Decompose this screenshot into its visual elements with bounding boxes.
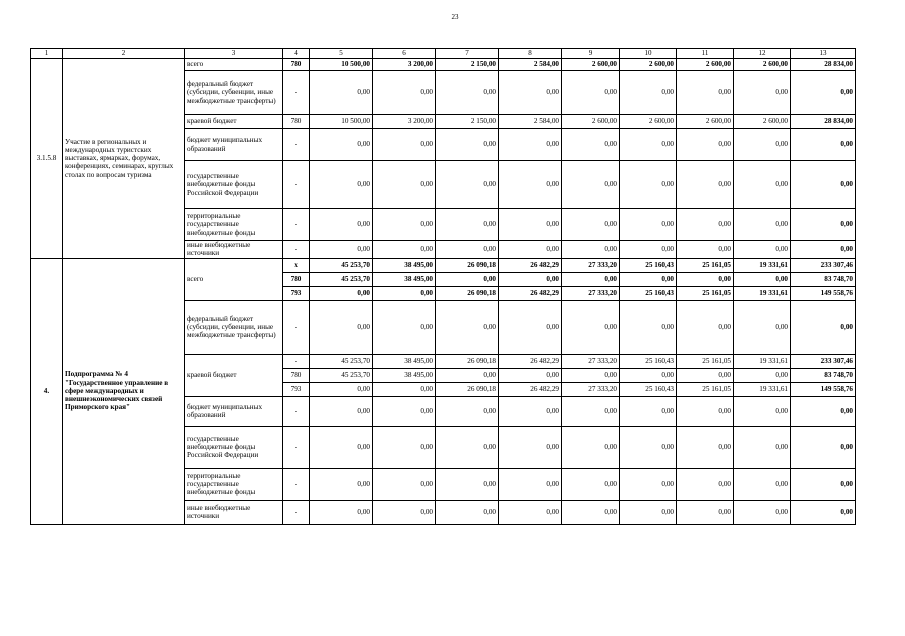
value-cell: 26 482,29 xyxy=(499,382,562,396)
value-cell: 0,00 xyxy=(562,468,620,500)
table-body xyxy=(31,59,856,525)
value-cell: 0,00 xyxy=(436,426,499,468)
value-cell: 0,00 xyxy=(436,468,499,500)
total-cell: 0,00 xyxy=(791,468,856,500)
value-cell: 25 161,05 xyxy=(677,382,734,396)
funding-source: территориальные государственные внебюджетные фонды xyxy=(185,468,283,500)
value-cell: 27 333,20 xyxy=(562,382,620,396)
funding-source: территориальные государственные внебюджетные фонды xyxy=(185,209,283,241)
value-cell: 3 200,00 xyxy=(373,115,436,129)
total-cell: 0,00 xyxy=(791,241,856,259)
value-cell: 0,00 xyxy=(734,241,791,259)
value-cell: 0,00 xyxy=(620,161,677,209)
value-cell: 3 200,00 xyxy=(373,59,436,71)
value-cell: 0,00 xyxy=(734,396,791,426)
funding-source: бюджет муниципальных образований xyxy=(185,129,283,161)
value-cell: 10 500,00 xyxy=(310,115,373,129)
value-cell: 26 482,29 xyxy=(499,354,562,368)
grbs-code: 780 xyxy=(283,59,310,71)
funding-source: иные внебюджетные источники xyxy=(185,241,283,259)
value-cell: 25 160,43 xyxy=(620,382,677,396)
grbs-code: х xyxy=(283,258,310,272)
total-cell: 0,00 xyxy=(791,426,856,468)
value-cell: 0,00 xyxy=(310,241,373,259)
value-cell: 2 600,00 xyxy=(677,115,734,129)
value-cell: 0,00 xyxy=(620,209,677,241)
value-cell: 0,00 xyxy=(499,272,562,286)
header-cell: 6 xyxy=(373,49,436,59)
value-cell: 0,00 xyxy=(373,129,436,161)
grbs-code: 780 xyxy=(283,368,310,382)
value-cell: 0,00 xyxy=(436,500,499,524)
value-cell: 0,00 xyxy=(310,161,373,209)
value-cell: 0,00 xyxy=(373,209,436,241)
grbs-code: 780 xyxy=(283,115,310,129)
header-cell: 3 xyxy=(185,49,283,59)
header-cell: 1 xyxy=(31,49,63,59)
value-cell: 0,00 xyxy=(373,468,436,500)
value-cell: 0,00 xyxy=(436,71,499,115)
value-cell: 0,00 xyxy=(677,300,734,354)
grbs-code: - xyxy=(283,129,310,161)
value-cell: 0,00 xyxy=(562,396,620,426)
value-cell: 0,00 xyxy=(562,272,620,286)
value-cell: 10 500,00 xyxy=(310,59,373,71)
value-cell: 26 482,29 xyxy=(499,286,562,300)
value-cell: 0,00 xyxy=(734,500,791,524)
funding-source: федеральный бюджет (субсидии, субвенции, иные межбюджетные трансферты) xyxy=(185,300,283,354)
value-cell: 0,00 xyxy=(620,500,677,524)
value-cell: 0,00 xyxy=(373,500,436,524)
value-cell: 0,00 xyxy=(436,161,499,209)
value-cell: 2 600,00 xyxy=(734,115,791,129)
value-cell: 38 495,00 xyxy=(373,258,436,272)
value-cell: 26 482,29 xyxy=(499,258,562,272)
value-cell: 0,00 xyxy=(373,300,436,354)
funding-source: государственные внебюджетные фонды Российской Федерации xyxy=(185,426,283,468)
value-cell: 2 584,00 xyxy=(499,59,562,71)
total-cell: 83 748,70 xyxy=(791,272,856,286)
value-cell: 27 333,20 xyxy=(562,286,620,300)
value-cell: 0,00 xyxy=(677,241,734,259)
value-cell: 26 090,18 xyxy=(436,286,499,300)
value-cell: 0,00 xyxy=(373,382,436,396)
grbs-code: - xyxy=(283,241,310,259)
value-cell: 0,00 xyxy=(499,209,562,241)
value-cell: 0,00 xyxy=(734,426,791,468)
value-cell: 0,00 xyxy=(310,300,373,354)
value-cell: 0,00 xyxy=(677,500,734,524)
value-cell: 45 253,70 xyxy=(310,368,373,382)
value-cell: 0,00 xyxy=(562,500,620,524)
value-cell: 0,00 xyxy=(677,396,734,426)
section-code: 3.1.5.8 xyxy=(31,59,63,259)
total-cell: 0,00 xyxy=(791,396,856,426)
value-cell: 0,00 xyxy=(562,368,620,382)
value-cell: 0,00 xyxy=(436,272,499,286)
value-cell: 2 584,00 xyxy=(499,115,562,129)
section-code: 4. xyxy=(31,258,63,524)
value-cell: 0,00 xyxy=(499,426,562,468)
total-cell: 0,00 xyxy=(791,300,856,354)
value-cell: 0,00 xyxy=(310,71,373,115)
value-cell: 2 600,00 xyxy=(677,59,734,71)
value-cell: 2 600,00 xyxy=(562,59,620,71)
value-cell: 0,00 xyxy=(499,129,562,161)
value-cell: 19 331,61 xyxy=(734,382,791,396)
value-cell: 26 090,18 xyxy=(436,382,499,396)
total-cell: 0,00 xyxy=(791,161,856,209)
value-cell: 0,00 xyxy=(620,368,677,382)
value-cell: 25 161,05 xyxy=(677,286,734,300)
value-cell: 0,00 xyxy=(562,426,620,468)
value-cell: 2 600,00 xyxy=(620,59,677,71)
value-cell: 38 495,00 xyxy=(373,368,436,382)
value-cell: 0,00 xyxy=(373,71,436,115)
funding-source: всего xyxy=(185,258,283,300)
value-cell: 27 333,20 xyxy=(562,258,620,272)
value-cell: 0,00 xyxy=(562,161,620,209)
value-cell: 19 331,61 xyxy=(734,258,791,272)
total-cell: 28 834,00 xyxy=(791,59,856,71)
value-cell: 2 600,00 xyxy=(734,59,791,71)
total-cell: 0,00 xyxy=(791,71,856,115)
value-cell: 0,00 xyxy=(677,129,734,161)
value-cell: 2 600,00 xyxy=(562,115,620,129)
funding-source: государственные внебюджетные фонды Российской Федерации xyxy=(185,161,283,209)
value-cell: 0,00 xyxy=(734,209,791,241)
value-cell: 0,00 xyxy=(734,468,791,500)
value-cell: 0,00 xyxy=(310,209,373,241)
header-cell: 9 xyxy=(562,49,620,59)
value-cell: 2 150,00 xyxy=(436,115,499,129)
value-cell: 0,00 xyxy=(562,209,620,241)
section-name: Участие в региональных и международных туристских выставках, ярмарках, форумах, конференциях, семинарах, круглых столах по вопросам туризма xyxy=(63,59,185,259)
value-cell: 25 161,05 xyxy=(677,258,734,272)
page-number: 23 xyxy=(451,13,459,21)
value-cell: 0,00 xyxy=(620,300,677,354)
value-cell: 0,00 xyxy=(562,300,620,354)
value-cell: 0,00 xyxy=(734,129,791,161)
grbs-code: 793 xyxy=(283,286,310,300)
header-cell: 8 xyxy=(499,49,562,59)
value-cell: 19 331,61 xyxy=(734,354,791,368)
value-cell: 0,00 xyxy=(436,129,499,161)
value-cell: 0,00 xyxy=(562,71,620,115)
grbs-code: - xyxy=(283,71,310,115)
header-cell: 13 xyxy=(791,49,856,59)
total-cell: 233 307,46 xyxy=(791,258,856,272)
value-cell: 0,00 xyxy=(620,272,677,286)
table-row xyxy=(31,258,856,272)
value-cell: 0,00 xyxy=(620,241,677,259)
value-cell: 0,00 xyxy=(562,241,620,259)
value-cell: 45 253,70 xyxy=(310,354,373,368)
grbs-code: - xyxy=(283,209,310,241)
value-cell: 25 160,43 xyxy=(620,258,677,272)
value-cell: 0,00 xyxy=(677,368,734,382)
total-cell: 28 834,00 xyxy=(791,115,856,129)
funding-source: федеральный бюджет (субсидии, субвенции, иные межбюджетные трансферты) xyxy=(185,71,283,115)
value-cell: 0,00 xyxy=(436,396,499,426)
value-cell: 19 331,61 xyxy=(734,286,791,300)
value-cell: 0,00 xyxy=(373,426,436,468)
value-cell: 0,00 xyxy=(310,129,373,161)
section-name: Подпрограмма № 4 "Государственное управление в сфере международных и внешнеэкономических связей Приморского края" xyxy=(63,258,185,524)
value-cell: 0,00 xyxy=(310,468,373,500)
value-cell: 0,00 xyxy=(677,71,734,115)
funding-source: бюджет муниципальных образований xyxy=(185,396,283,426)
value-cell: 25 160,43 xyxy=(620,286,677,300)
header-cell: 11 xyxy=(677,49,734,59)
value-cell: 0,00 xyxy=(310,426,373,468)
total-cell: 83 748,70 xyxy=(791,368,856,382)
grbs-code: - xyxy=(283,354,310,368)
value-cell: 0,00 xyxy=(734,71,791,115)
funding-source: краевой бюджет xyxy=(185,115,283,129)
value-cell: 0,00 xyxy=(436,300,499,354)
value-cell: 27 333,20 xyxy=(562,354,620,368)
total-cell: 0,00 xyxy=(791,500,856,524)
value-cell: 0,00 xyxy=(373,161,436,209)
value-cell: 0,00 xyxy=(499,368,562,382)
funding-source: краевой бюджет xyxy=(185,354,283,396)
value-cell: 0,00 xyxy=(620,71,677,115)
value-cell: 0,00 xyxy=(373,241,436,259)
value-cell: 0,00 xyxy=(310,382,373,396)
header-cell: 4 xyxy=(283,49,310,59)
value-cell: 25 160,43 xyxy=(620,354,677,368)
total-cell: 149 558,76 xyxy=(791,286,856,300)
value-cell: 0,00 xyxy=(677,161,734,209)
value-cell: 0,00 xyxy=(677,468,734,500)
value-cell: 0,00 xyxy=(677,209,734,241)
value-cell: 26 090,18 xyxy=(436,354,499,368)
value-cell: 0,00 xyxy=(499,500,562,524)
total-cell: 0,00 xyxy=(791,129,856,161)
value-cell: 0,00 xyxy=(373,396,436,426)
value-cell: 0,00 xyxy=(499,468,562,500)
value-cell: 38 495,00 xyxy=(373,354,436,368)
header-cell: 7 xyxy=(436,49,499,59)
grbs-code: - xyxy=(283,500,310,524)
value-cell: 0,00 xyxy=(562,129,620,161)
value-cell: 0,00 xyxy=(734,368,791,382)
header-cell: 2 xyxy=(63,49,185,59)
value-cell: 2 150,00 xyxy=(436,59,499,71)
value-cell: 0,00 xyxy=(620,129,677,161)
value-cell: 45 253,70 xyxy=(310,272,373,286)
value-cell: 0,00 xyxy=(436,368,499,382)
grbs-code: 780 xyxy=(283,272,310,286)
value-cell: 0,00 xyxy=(677,426,734,468)
value-cell: 0,00 xyxy=(310,500,373,524)
grbs-code: - xyxy=(283,426,310,468)
funding-source: иные внебюджетные источники xyxy=(185,500,283,524)
header-cell: 10 xyxy=(620,49,677,59)
value-cell: 2 600,00 xyxy=(620,115,677,129)
value-cell: 0,00 xyxy=(373,286,436,300)
value-cell: 0,00 xyxy=(499,300,562,354)
funding-source: всего xyxy=(185,59,283,71)
header-cell: 12 xyxy=(734,49,791,59)
total-cell: 0,00 xyxy=(791,209,856,241)
budget-table xyxy=(30,48,856,525)
value-cell: 0,00 xyxy=(499,161,562,209)
value-cell: 0,00 xyxy=(499,396,562,426)
value-cell: 45 253,70 xyxy=(310,258,373,272)
total-cell: 149 558,76 xyxy=(791,382,856,396)
value-cell: 0,00 xyxy=(436,209,499,241)
value-cell: 0,00 xyxy=(310,396,373,426)
value-cell: 0,00 xyxy=(734,161,791,209)
value-cell: 0,00 xyxy=(499,71,562,115)
value-cell: 0,00 xyxy=(677,272,734,286)
header-row xyxy=(31,49,856,59)
value-cell: 0,00 xyxy=(734,300,791,354)
value-cell: 25 161,05 xyxy=(677,354,734,368)
value-cell: 0,00 xyxy=(620,396,677,426)
value-cell: 26 090,18 xyxy=(436,258,499,272)
total-cell: 233 307,46 xyxy=(791,354,856,368)
grbs-code: 793 xyxy=(283,382,310,396)
value-cell: 0,00 xyxy=(436,241,499,259)
grbs-code: - xyxy=(283,161,310,209)
grbs-code: - xyxy=(283,396,310,426)
value-cell: 0,00 xyxy=(734,272,791,286)
value-cell: 38 495,00 xyxy=(373,272,436,286)
value-cell: 0,00 xyxy=(620,468,677,500)
grbs-code: - xyxy=(283,468,310,500)
value-cell: 0,00 xyxy=(620,426,677,468)
grbs-code: - xyxy=(283,300,310,354)
table-row xyxy=(31,59,856,71)
value-cell: 0,00 xyxy=(499,241,562,259)
value-cell: 0,00 xyxy=(310,286,373,300)
header-cell: 5 xyxy=(310,49,373,59)
